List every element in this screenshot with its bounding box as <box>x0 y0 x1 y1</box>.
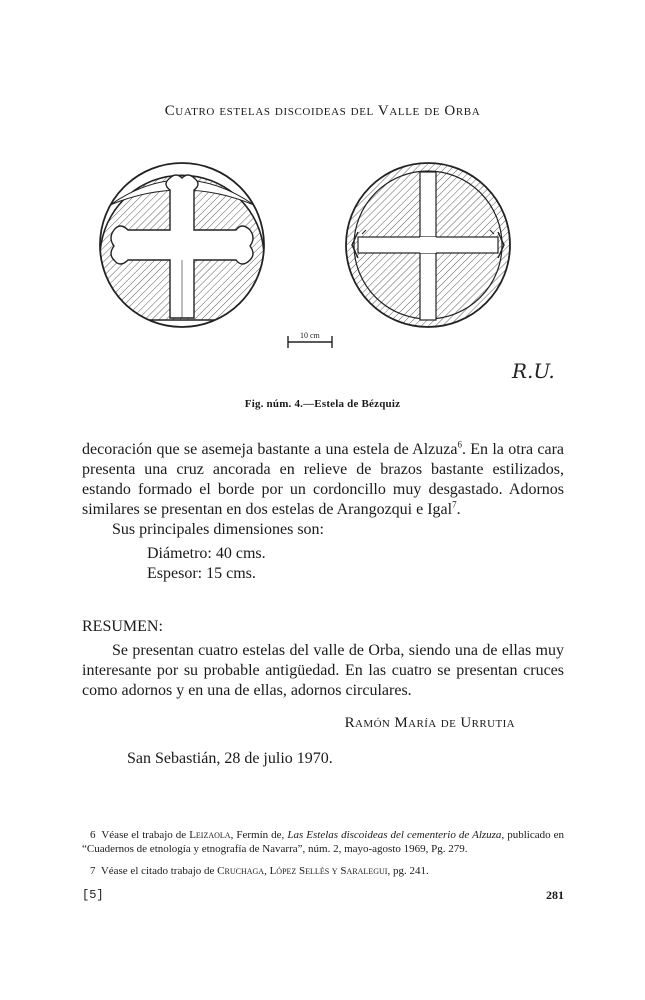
artist-monogram: R.U. <box>512 359 555 383</box>
summary-heading: RESUMEN: <box>82 618 163 635</box>
author-name: Ramón María de Urrutia <box>344 715 515 731</box>
figure-drawings <box>0 160 645 383</box>
footnote-7: 7 Véase el citado trabajo de Cruchaga, López Sellés y Saralegui, pg. 241. <box>90 865 429 877</box>
running-head: Cuatro estelas discoideas del Valle de Orba <box>164 103 481 119</box>
body-paragraph-2: Sus principales dimensiones son: <box>112 521 324 538</box>
stela-front-drawing <box>100 163 264 327</box>
figure-caption: Fig. núm. 4.—Estela de Bézquiz <box>244 398 401 410</box>
page-number: 281 <box>546 888 564 902</box>
footnote-ref-6: 6 <box>457 439 462 450</box>
body-paragraph-1: decoración que se asemeja bastante a una estela de Alzuza$^6$. En la otra cara presenta una cruz ancorada en relieve de brazos bastante estilizados, estando formado el borde por un cordoncillo muy desgastado. Adornos similares se presentan en dos estelas de Arangozqui e Igal$^7$. <box>82 439 565 518</box>
place-date: San Sebastián, 28 de julio 1970. <box>127 750 333 767</box>
summary-text: Se presentan cuatro estelas del valle de Orba, siendo una de ellas muy interesante por su probable antigüedad. En las cuatro se presentan cruces como adornos y en una de ellas, adornos circulares. <box>82 642 564 699</box>
stela-back-drawing <box>346 163 510 327</box>
dimension-diameter: Diámetro: 40 cms. <box>147 545 266 562</box>
footnote-ref-7: 7 <box>452 499 457 510</box>
footnote-6: 6 Véase el trabajo de Leizaola, Fermín de, Las Estelas discoideas del cementerio de Alzuza, publicado en “Cuadernos de etnología y etnografía de Navarra”, núm. 2, mayo-agosto 1969, Pg. 279. <box>82 829 564 855</box>
signature-mark: [5] <box>82 888 104 902</box>
dimension-thickness: Espesor: 15 cms. <box>147 565 256 582</box>
scale-label: 10 cm <box>300 331 320 340</box>
